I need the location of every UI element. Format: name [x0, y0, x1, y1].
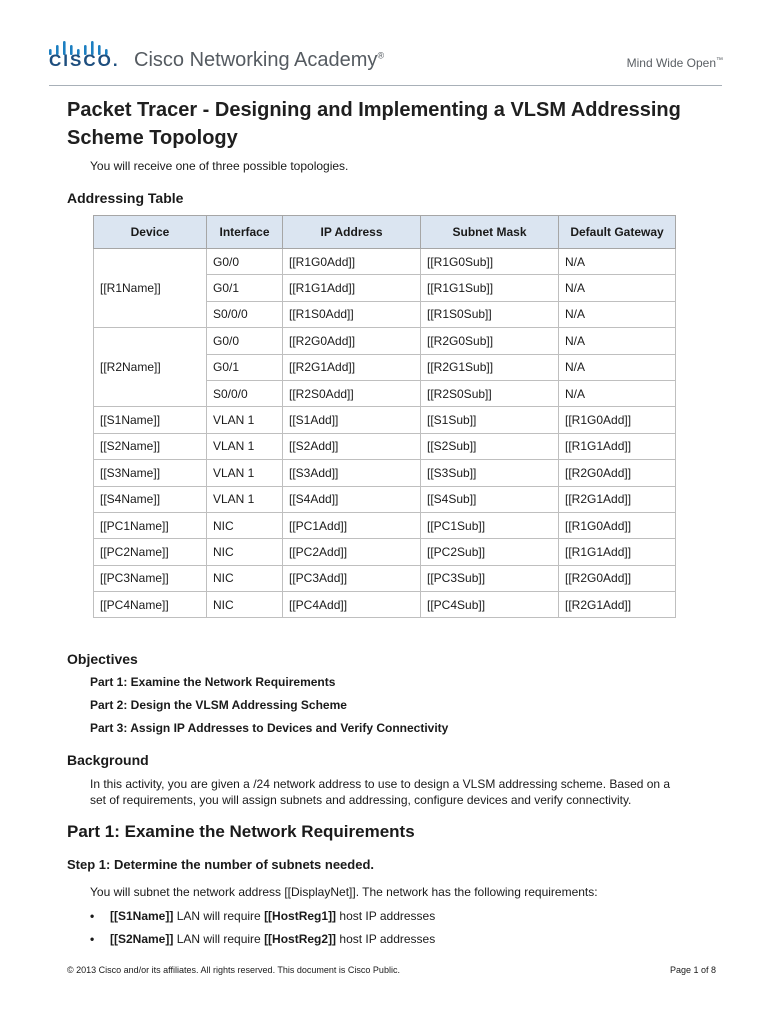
bullet-value: [[HostReg1]] — [264, 909, 337, 923]
cell-subnet-mask: [[R1G0Sub]] — [421, 249, 559, 275]
bullet-text: LAN will require — [173, 909, 265, 923]
cell-default-gateway: N/A — [559, 328, 676, 354]
background-heading: Background — [67, 752, 149, 768]
col-interface: Interface — [207, 216, 283, 249]
cisco-wordmark: CISCO. — [49, 51, 120, 70]
intro-text: You will receive one of three possible topologies. — [90, 159, 349, 173]
cell-default-gateway: [[R1G1Add]] — [559, 539, 676, 565]
table-row — [94, 565, 676, 591]
cell-ip-address: [[R2G1Add]] — [283, 354, 421, 380]
cell-interface: G0/0 — [207, 249, 283, 275]
cell-default-gateway: [[R1G0Add]] — [559, 512, 676, 538]
academy-name: Cisco Networking Academy — [134, 49, 378, 71]
cell-subnet-mask: [[R2S0Sub]] — [421, 380, 559, 406]
col-device: Device — [94, 216, 207, 249]
background-line-2: set of requirements, you will assign subnets and addressing, configure devices and verify connectivity. — [90, 793, 632, 807]
bullet-value: [[HostReg2]] — [264, 932, 337, 946]
footer-page-number: Page 1 of 8 — [669, 965, 716, 975]
addressing-table-body — [94, 249, 676, 618]
cell-ip-address: [[PC4Add]] — [283, 592, 421, 618]
header-divider — [49, 85, 722, 86]
table-row — [94, 249, 676, 275]
step1-heading: Step 1: Determine the number of subnets needed. — [67, 857, 374, 872]
cell-default-gateway: N/A — [559, 249, 676, 275]
cell-default-gateway: [[R1G0Add]] — [559, 407, 676, 433]
cell-ip-address: [[S4Add]] — [283, 486, 421, 512]
bullet-icon: • — [90, 932, 95, 946]
bullet-icon: • — [90, 909, 95, 923]
cell-interface: NIC — [207, 592, 283, 618]
cell-ip-address: [[PC2Add]] — [283, 539, 421, 565]
cell-default-gateway: [[R2G1Add]] — [559, 486, 676, 512]
cell-subnet-mask: [[S2Sub]] — [421, 433, 559, 459]
cell-ip-address: [[S2Add]] — [283, 433, 421, 459]
table-row — [94, 512, 676, 538]
cell-device: [[PC3Name]] — [94, 565, 207, 591]
table-row — [94, 486, 676, 512]
cell-interface: NIC — [207, 539, 283, 565]
academy-title — [134, 49, 384, 72]
cell-subnet-mask: [[S1Sub]] — [421, 407, 559, 433]
objective-item: Part 3: Assign IP Addresses to Devices and Verify Connectivity — [90, 721, 449, 735]
cell-device: [[PC4Name]] — [94, 592, 207, 618]
objective-item: Part 1: Examine the Network Requirements — [90, 675, 336, 689]
cell-interface: VLAN 1 — [207, 407, 283, 433]
cell-ip-address: [[R2S0Add]] — [283, 380, 421, 406]
cell-interface: S0/0/0 — [207, 301, 283, 327]
bullet-name: [[S2Name]] — [110, 932, 174, 946]
col-default-gateway: Default Gateway — [559, 216, 676, 249]
cell-subnet-mask: [[S3Sub]] — [421, 460, 559, 486]
addressing-table-heading: Addressing Table — [67, 190, 184, 206]
cell-default-gateway: N/A — [559, 301, 676, 327]
table-row — [94, 328, 676, 354]
cell-default-gateway: [[R2G0Add]] — [559, 565, 676, 591]
cell-subnet-mask: [[R2G1Sub]] — [421, 354, 559, 380]
cell-ip-address: [[PC3Add]] — [283, 565, 421, 591]
cell-default-gateway: N/A — [559, 380, 676, 406]
cell-ip-address: [[S1Add]] — [283, 407, 421, 433]
background-line-1: In this activity, you are given a /24 network address to use to design a VLSM addressing scheme. Based on a — [90, 777, 671, 791]
table-row — [94, 592, 676, 618]
list-item — [90, 909, 435, 923]
cell-device: [[S2Name]] — [94, 433, 207, 459]
list-item — [90, 932, 435, 946]
cell-interface: G0/1 — [207, 354, 283, 380]
cell-device: [[S3Name]] — [94, 460, 207, 486]
cell-device: [[R2Name]] — [94, 328, 207, 407]
cell-ip-address: [[S3Add]] — [283, 460, 421, 486]
cell-subnet-mask: [[R1G1Sub]] — [421, 275, 559, 301]
cell-interface: G0/0 — [207, 328, 283, 354]
cell-subnet-mask: [[S4Sub]] — [421, 486, 559, 512]
cell-interface: NIC — [207, 565, 283, 591]
bullet-text: host IP addresses — [336, 932, 436, 946]
cell-default-gateway: [[R1G1Add]] — [559, 433, 676, 459]
cell-device: [[PC1Name]] — [94, 512, 207, 538]
addressing-table — [93, 215, 676, 618]
table-row — [94, 433, 676, 459]
objective-item: Part 2: Design the VLSM Addressing Scheme — [90, 698, 347, 712]
part1-text: You will subnet the network address [[DisplayNet]]. The network has the following requirements: — [90, 885, 598, 899]
cell-subnet-mask: [[PC2Sub]] — [421, 539, 559, 565]
part1-heading: Part 1: Examine the Network Requirements — [67, 822, 415, 841]
trademark-mark: ™ — [716, 57, 723, 64]
bullet-text: host IP addresses — [336, 909, 436, 923]
cell-ip-address: [[R1G0Add]] — [283, 249, 421, 275]
tagline — [627, 56, 723, 70]
cell-ip-address: [[R2G0Add]] — [283, 328, 421, 354]
cell-default-gateway: [[R2G0Add]] — [559, 460, 676, 486]
cell-interface: VLAN 1 — [207, 460, 283, 486]
cell-subnet-mask: [[R1S0Sub]] — [421, 301, 559, 327]
cell-device: [[R1Name]] — [94, 249, 207, 328]
cell-default-gateway: N/A — [559, 275, 676, 301]
table-header-row — [94, 216, 676, 249]
cell-interface: VLAN 1 — [207, 433, 283, 459]
cell-subnet-mask: [[PC4Sub]] — [421, 592, 559, 618]
cell-subnet-mask: [[R2G0Sub]] — [421, 328, 559, 354]
cell-ip-address: [[R1S0Add]] — [283, 301, 421, 327]
col-subnet-mask: Subnet Mask — [421, 216, 559, 249]
cell-device: [[S4Name]] — [94, 486, 207, 512]
footer-copyright: © 2013 Cisco and/or its affiliates. All rights reserved. This document is Cisco Public. — [67, 965, 400, 975]
cell-subnet-mask: [[PC1Sub]] — [421, 512, 559, 538]
cell-ip-address: [[R1G1Add]] — [283, 275, 421, 301]
page-header — [0, 0, 768, 90]
col-ip-address: IP Address — [283, 216, 421, 249]
document-title: Packet Tracer - Designing and Implementing a VLSM Addressing Scheme Topology — [67, 99, 681, 149]
objectives-heading: Objectives — [67, 651, 138, 667]
tagline-text: Mind Wide Open — [626, 56, 716, 70]
cell-interface: VLAN 1 — [207, 486, 283, 512]
table-row — [94, 407, 676, 433]
table-row — [94, 460, 676, 486]
cell-ip-address: [[PC1Add]] — [283, 512, 421, 538]
cell-interface: NIC — [207, 512, 283, 538]
bullet-name: [[S1Name]] — [110, 909, 174, 923]
cell-device: [[S1Name]] — [94, 407, 207, 433]
registered-mark: ® — [377, 50, 385, 61]
cell-default-gateway: N/A — [559, 354, 676, 380]
cell-device: [[PC2Name]] — [94, 539, 207, 565]
bullet-text: LAN will require — [173, 932, 265, 946]
cell-subnet-mask: [[PC3Sub]] — [421, 565, 559, 591]
table-row — [94, 539, 676, 565]
cell-default-gateway: [[R2G1Add]] — [559, 592, 676, 618]
cell-interface: G0/1 — [207, 275, 283, 301]
cell-interface: S0/0/0 — [207, 380, 283, 406]
